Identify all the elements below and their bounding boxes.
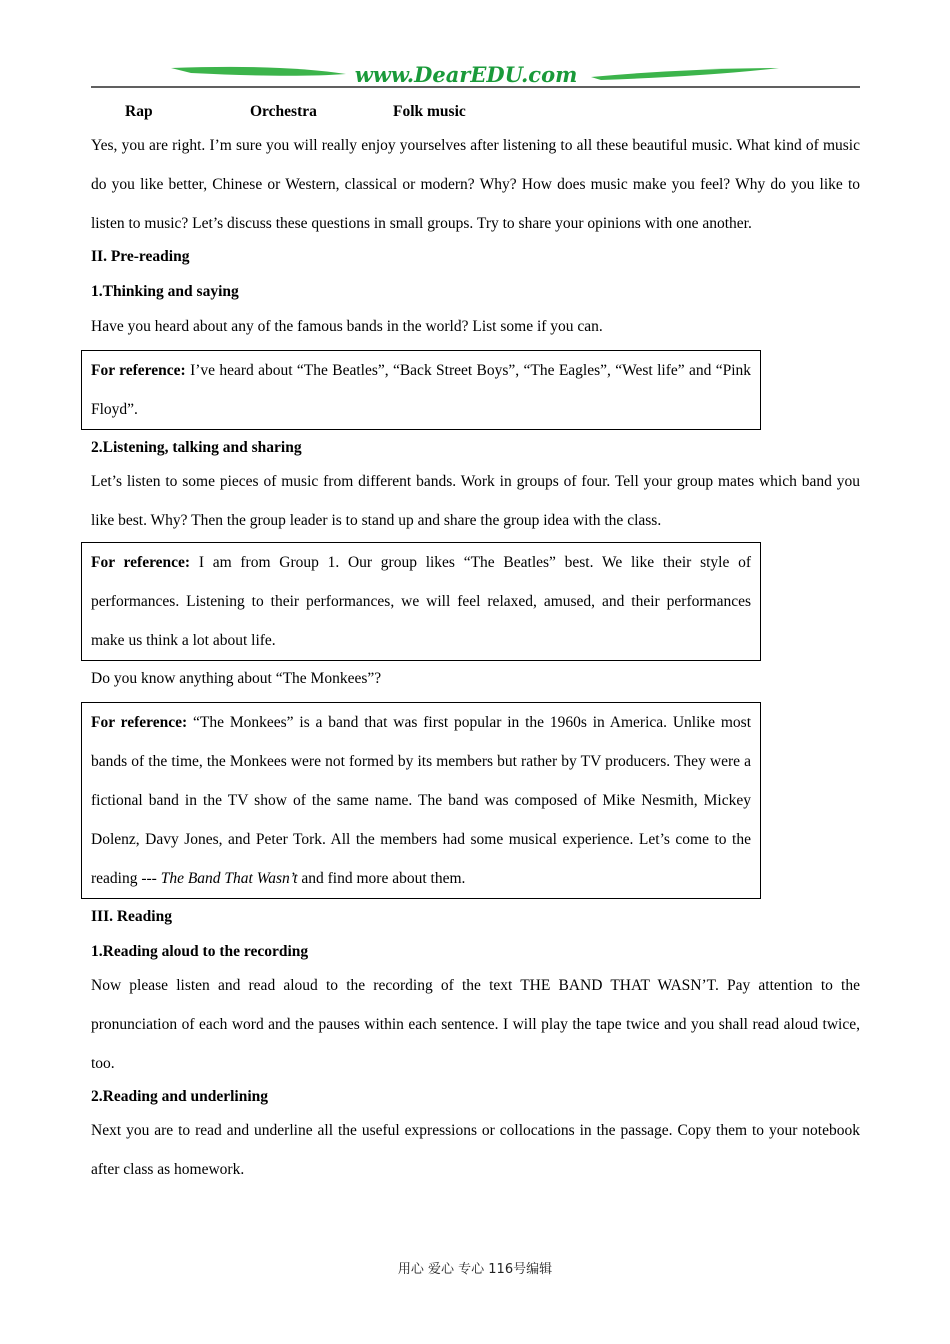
prompt-groups: Let’s listen to some pieces of music from different bands. Work in groups of four. Tell your group mates which band you like best. Why? Then the group leader is to stand up and share the group idea with the class.	[91, 473, 860, 529]
section-heading-prereading: II. Pre-reading	[91, 248, 190, 265]
site-logo	[91, 60, 860, 90]
reading-aloud-text: Now please listen and read aloud to the recording of the text THE BAND THAT WASN’T. Pay attention to the pronunciation of each word and the pauses within each sentence. I will play the tape twice and you shall read aloud twice, too.	[91, 977, 860, 1072]
reference-label: For reference:	[91, 714, 188, 731]
reference-text: I am from Group 1. Our group likes “The Beatles” best. We like their style of performances. Listening to their performances, we will feel relaxed, amused, and their performances make us think a lot about life.	[91, 554, 751, 649]
page-header	[91, 60, 860, 90]
genre-orchestra: Orchestra	[250, 103, 317, 120]
reference-box-group	[81, 542, 761, 661]
genre-rap: Rap	[125, 103, 153, 120]
reference-label: For reference:	[91, 362, 186, 379]
right-swoosh	[591, 68, 779, 80]
prompt-famous-bands: Have you heard about any of the famous bands in the world? List some if you can.	[91, 318, 603, 335]
reference-tail: and find more about them.	[297, 870, 466, 887]
subheading-listening-talking: 2.Listening, talking and sharing	[91, 439, 302, 456]
page-footer: 用心 爱心 专心 116号编辑	[397, 1262, 553, 1277]
logo-text: www.DearEDU.com	[354, 62, 578, 87]
intro-paragraph: Yes, you are right. I’m sure you will really enjoy yourselves after listening to all these beautiful music. What kind of music do you like better, Chinese or Western, classical or modern? Why? How does music make you feel? Why do you like to listen to music? Let’s discuss these questions in small groups. Try to share your opinions with one another.	[91, 137, 860, 232]
genre-folk-music: Folk music	[393, 103, 466, 120]
left-swoosh	[171, 67, 346, 76]
reference-box-monkees	[81, 702, 761, 899]
subheading-thinking-saying: 1.Thinking and saying	[91, 283, 239, 300]
subheading-reading-aloud: 1.Reading aloud to the recording	[91, 943, 309, 960]
reference-text: “The Monkees” is a band that was first popular in the 1960s in America. Unlike most bands of the time, the Monkees were not formed by its members but rather by TV producers. They were a fictional band in the TV show of the same name. The band was composed of Mike Nesmith, Mickey Dolenz, Davy Jones, and Peter Tork. All the members had some musical experience. Let’s come to the reading ---	[91, 714, 752, 887]
subheading-reading-underlining: 2.Reading and underlining	[91, 1088, 269, 1105]
reading-title: The Band That Wasn’t	[160, 870, 298, 887]
section-heading-reading: III. Reading	[91, 908, 172, 925]
reference-text: I’ve heard about “The Beatles”, “Back Street Boys”, “The Eagles”, “West life” and “Pink Floyd”.	[91, 362, 751, 418]
question-monkees: Do you know anything about “The Monkees”?	[91, 670, 382, 687]
reference-box-bands	[81, 350, 761, 430]
underlining-text: Next you are to read and underline all the useful expressions or collocations in the passage. Copy them to your notebook after class as homework.	[91, 1122, 860, 1178]
document-body	[91, 100, 860, 1191]
reference-label: For reference:	[91, 554, 191, 571]
genre-list	[91, 100, 860, 124]
